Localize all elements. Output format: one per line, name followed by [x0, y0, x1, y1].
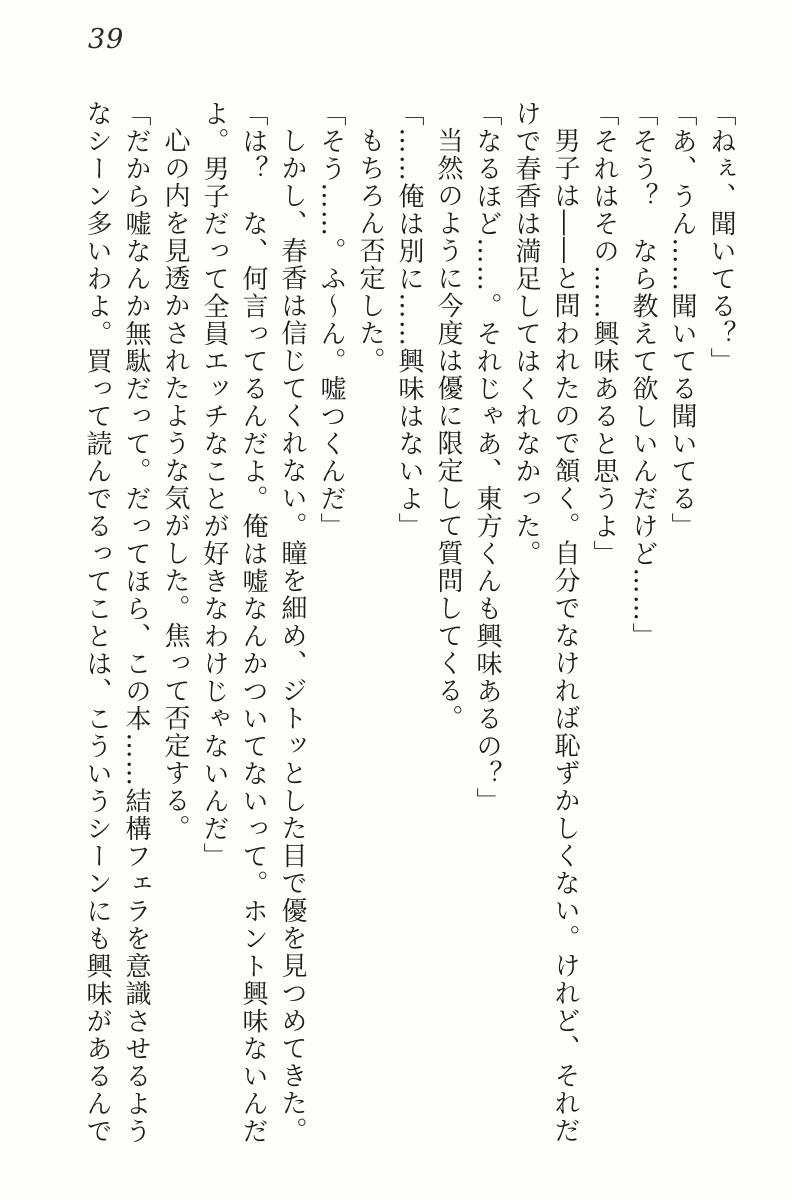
paragraph-14: 「だから嘘なんか無駄だって。だってほら、この本……結構フェラを意識させるようなシーン多いわよ。買って読んでるってことは、こういうシーンにも興味があるんで [82, 100, 151, 1145]
paragraph-13: 心の内を見透かされたような気がした。焦って否定する。 [160, 127, 190, 842]
page-number: 39 [88, 24, 125, 55]
paragraph-4: 「それはその……興味あると思うよ」 [589, 100, 619, 568]
paragraph-7: 当然のように今度は優に限定して質問してくる。 [433, 127, 463, 732]
paragraph-2: 「あ、うん……聞いてる聞いてる」 [667, 100, 697, 540]
paragraph-3: 「そう？ なら教えて欲しいんだけど……」 [628, 100, 658, 650]
vertical-text-block [77, 100, 740, 1146]
paragraph-9: もちろん否定した。 [355, 127, 385, 375]
paragraph-11: しかし、春香は信じてくれない。瞳を細め、ジトッとした目で優を見つめてきた。 [277, 127, 307, 1145]
paragraph-10: 「そう……。ふ～ん。嘘つくんだ」 [316, 100, 346, 540]
paragraph-5: 男子は――と問われたので頷く。自分でなければ恥ずかしくない。けれど、それだけで春香は満足してはくれなかった。 [511, 100, 580, 1145]
paragraph-1: 「ねぇ、聞いてる？」 [706, 100, 736, 375]
paragraph-6: 「なるほど……。それじゃあ、東方くんも興味あるの？」 [472, 100, 502, 815]
paragraph-12: 「は？ な、何言ってるんだよ。俺は嘘なんかついてないって。ホント興味ないんだよ。男子だって全員エッチなことが好きなわけじゃないんだ」 [199, 100, 268, 1145]
paragraph-8: 「……俺は別に……興味はないよ」 [394, 100, 424, 540]
